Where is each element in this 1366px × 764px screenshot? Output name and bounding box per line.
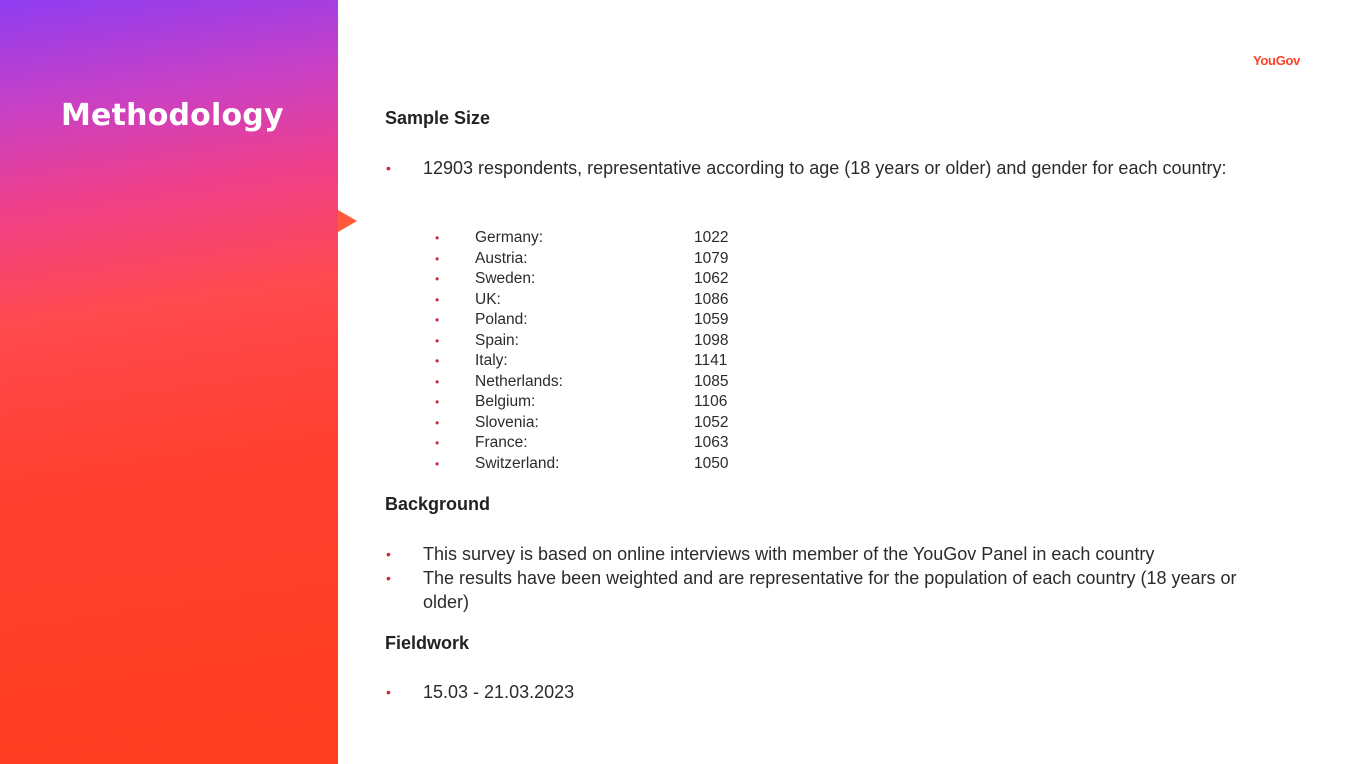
sample-size-text: 12903 respondents, representative according to age (18 years or older) and gender for each country: <box>423 158 1227 178</box>
country-respondents: 1141 <box>694 352 728 369</box>
country-respondents: 1050 <box>694 454 729 472</box>
country-name: UK: <box>475 290 501 308</box>
country-name: Belgium: <box>475 393 536 410</box>
country-name: Germany: <box>475 229 544 246</box>
country-name: Poland: <box>475 311 528 328</box>
country-name: Austria: <box>475 249 528 267</box>
slide-title: Methodology <box>61 98 284 133</box>
bullet-dot: • <box>435 231 440 245</box>
background-text: The results have been weighted and are representative for the population of each country (18 years or older) <box>423 568 1237 612</box>
country-respondents: 1022 <box>694 229 729 246</box>
country-name: Sweden: <box>475 270 536 287</box>
bullet-dot: • <box>435 313 440 327</box>
bullet-dot: • <box>386 684 391 700</box>
background-text: This survey is based on online interviews with member of the YouGov Panel in each country <box>423 544 1155 564</box>
fieldwork-heading: Fieldwork <box>385 633 470 653</box>
country-respondents: 1085 <box>694 372 729 390</box>
country-respondents: 1079 <box>694 249 729 267</box>
sample-size-heading: Sample Size <box>385 108 491 128</box>
country-name: Switzerland: <box>475 454 560 472</box>
country-respondents: 1098 <box>694 331 729 349</box>
country-name: Spain: <box>475 331 519 349</box>
country-respondents: 1063 <box>694 434 729 451</box>
fieldwork-bullets <box>385 680 1265 704</box>
bullet-dot: • <box>435 374 440 389</box>
sample-size-bullets <box>385 156 1265 180</box>
bullet-dot: • <box>435 292 440 307</box>
country-name: Italy: <box>475 352 508 369</box>
bullet-dot: • <box>435 456 440 471</box>
bullet-dot: • <box>435 436 440 450</box>
country-name: Netherlands: <box>475 372 563 390</box>
bullet-dot: • <box>435 272 440 286</box>
country-respondents: 1052 <box>694 413 729 431</box>
bullet-dot: • <box>386 570 391 586</box>
yougov-logo: YouGov <box>1253 53 1301 68</box>
country-respondents: 1062 <box>694 270 729 287</box>
background-bullet <box>385 566 1265 614</box>
country-respondents: 1059 <box>694 311 729 328</box>
background-heading: Background <box>385 494 491 514</box>
sample-size-bullet <box>385 156 1265 180</box>
bullet-dot: • <box>386 546 391 562</box>
bullet-dot: • <box>435 333 440 348</box>
country-name: France: <box>475 434 528 451</box>
fieldwork-text: 15.03 - 21.03.2023 <box>423 682 575 702</box>
bullet-dot: • <box>435 354 440 368</box>
background-bullet <box>385 542 1265 566</box>
country-respondents: 1086 <box>694 290 729 308</box>
country-name: Slovenia: <box>475 413 539 431</box>
bullet-dot: • <box>435 415 440 430</box>
bullet-dot: • <box>435 251 440 266</box>
panel-arrow-icon <box>338 210 357 232</box>
bullet-dot: • <box>435 395 440 409</box>
country-respondents: 1106 <box>694 393 728 410</box>
bullet-dot: • <box>386 160 391 176</box>
fieldwork-bullet <box>385 680 1265 704</box>
background-bullets <box>385 542 1265 614</box>
